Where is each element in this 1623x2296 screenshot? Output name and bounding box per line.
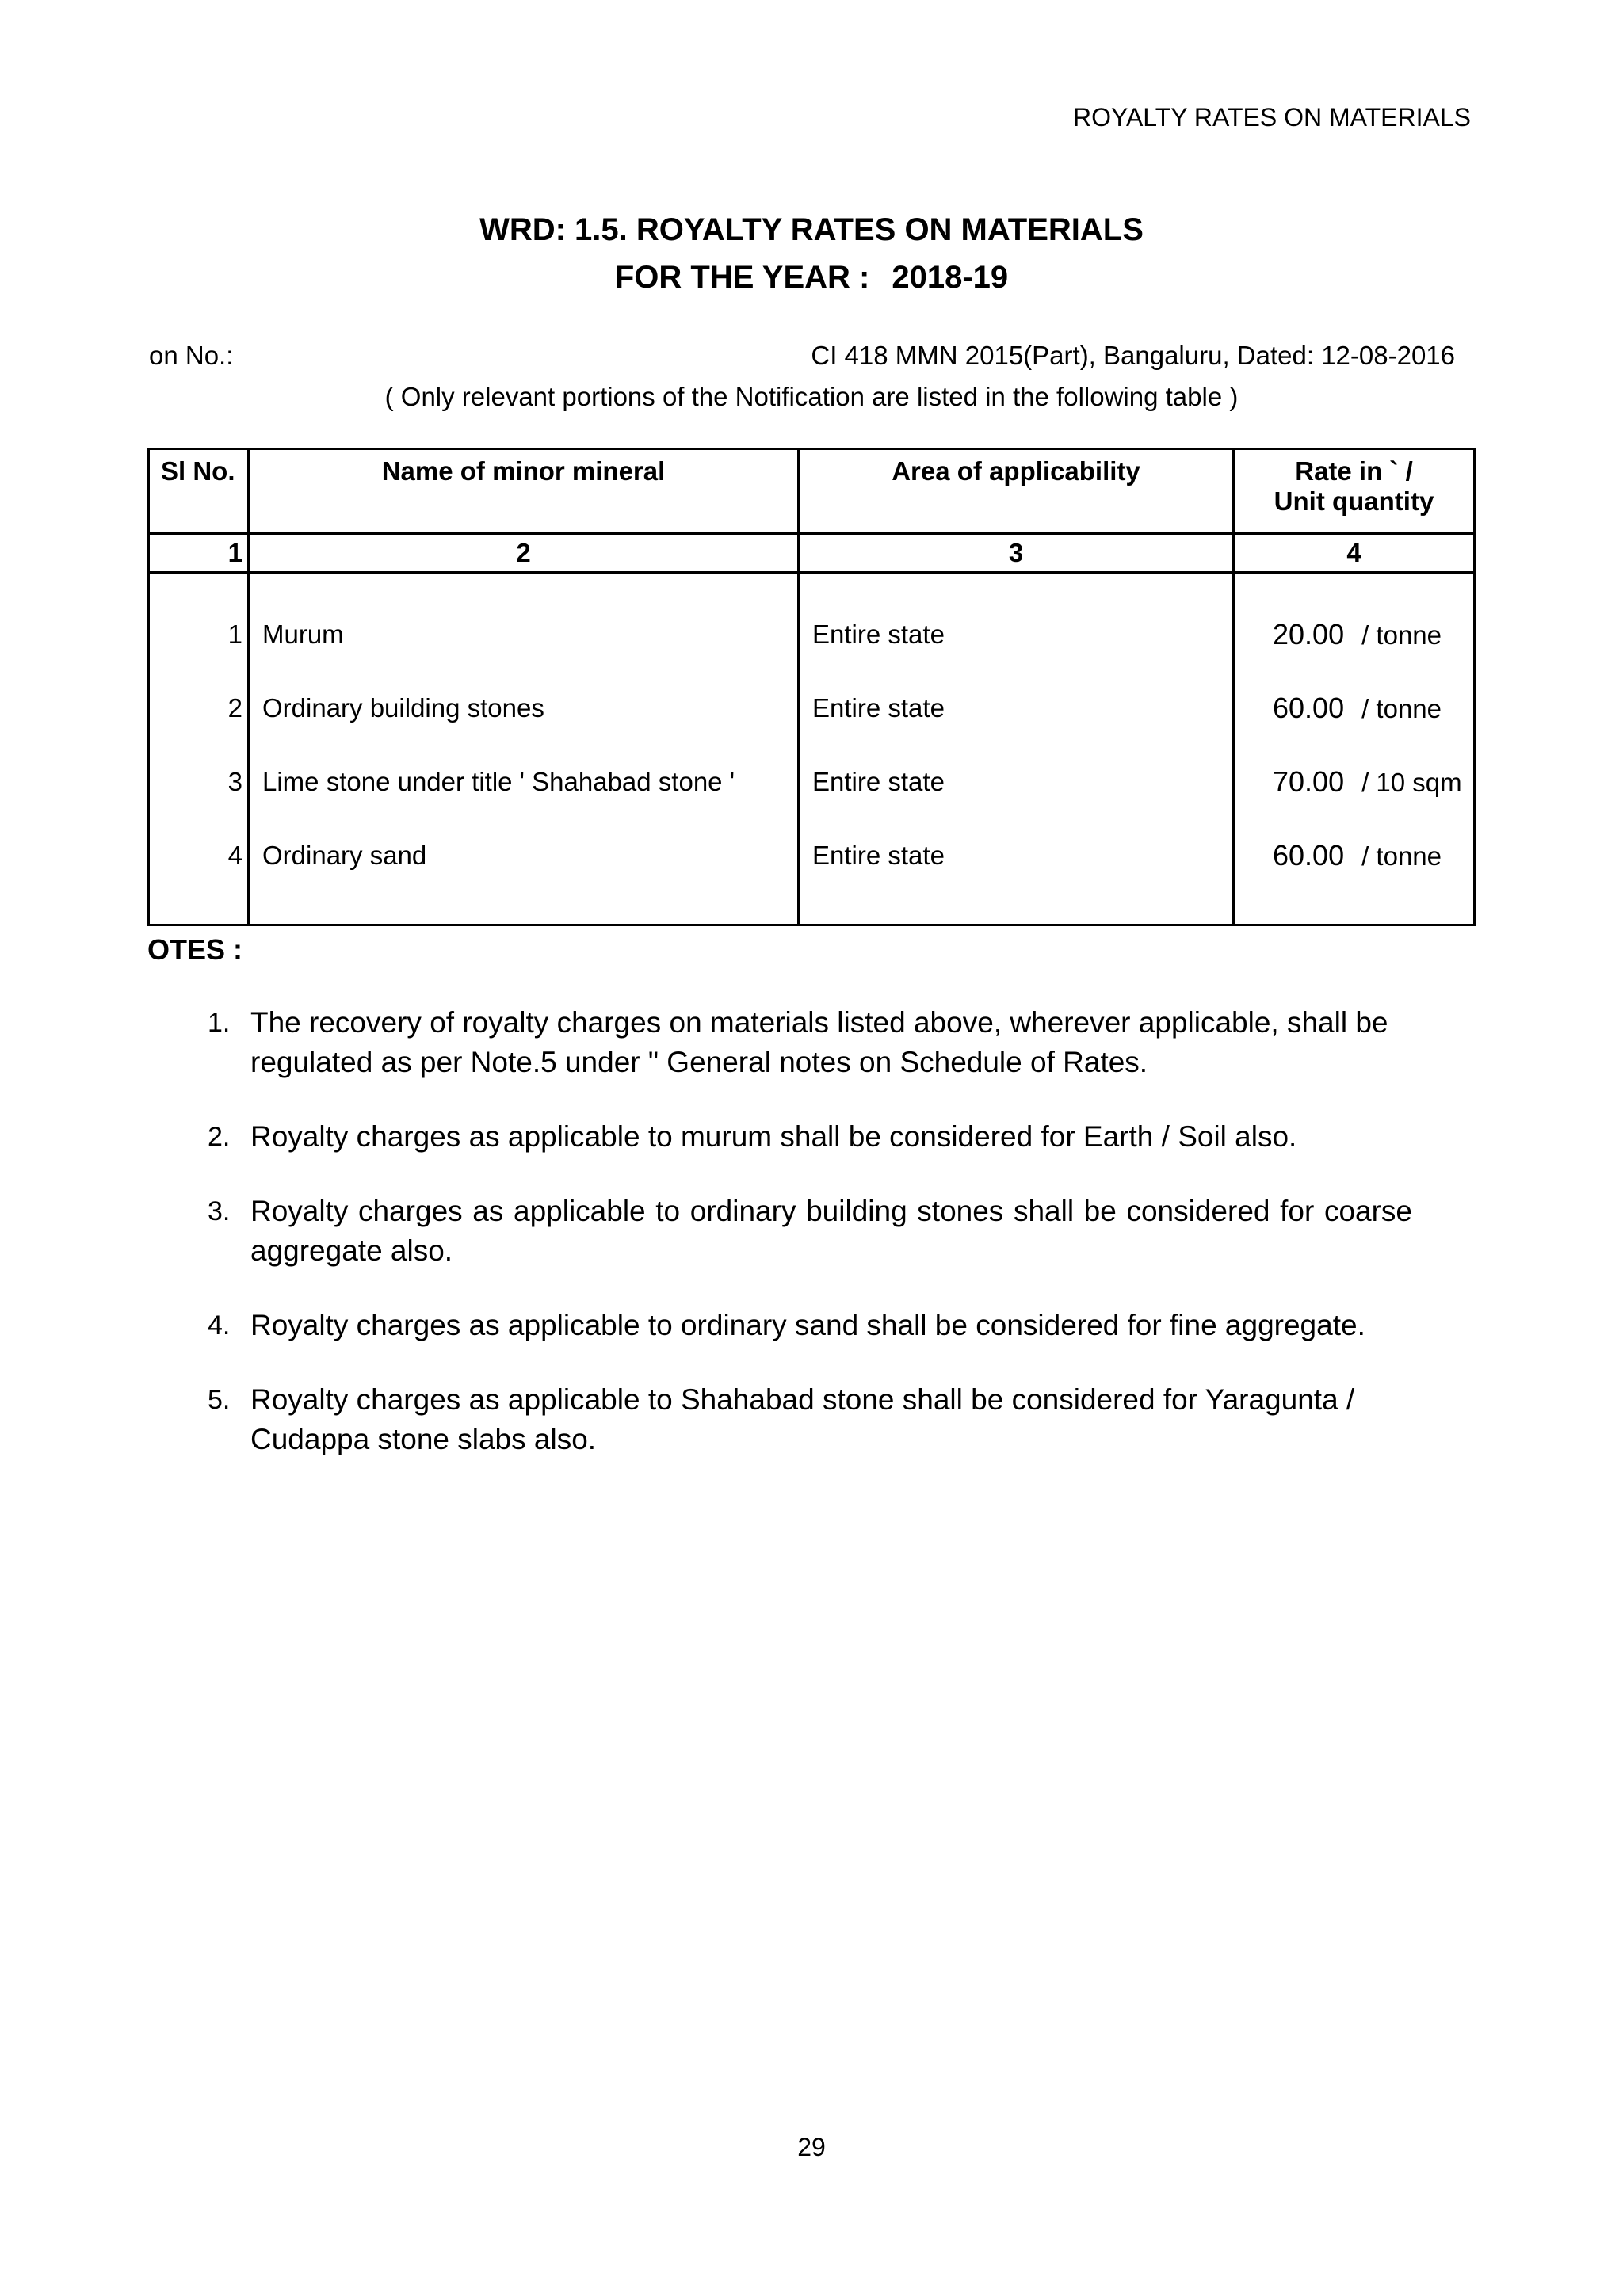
column-number: 2 bbox=[249, 534, 799, 573]
rate-value: 70.00 bbox=[1273, 765, 1345, 798]
page-number: 29 bbox=[797, 2133, 826, 2161]
area-cell: Entire state bbox=[799, 818, 1234, 892]
page-title: WRD: 1.5. ROYALTY RATES ON MATERIALS bbox=[479, 212, 1144, 247]
rate-cell bbox=[1234, 597, 1475, 671]
header-rate-line1: Rate in ` / bbox=[1295, 456, 1413, 486]
table-bottom bbox=[149, 892, 1475, 925]
column-number: 1 bbox=[149, 534, 249, 573]
note-number: 2. bbox=[208, 1122, 231, 1152]
area-cell: Entire state bbox=[799, 745, 1234, 818]
header-mineral-name: Name of minor mineral bbox=[249, 449, 799, 534]
header-rate-line2: Unit quantity bbox=[1274, 486, 1434, 516]
table-row bbox=[149, 745, 1475, 818]
sl-no-cell: 3 bbox=[149, 745, 249, 818]
rate-value: 20.00 bbox=[1273, 617, 1345, 650]
header-area: Area of applicability bbox=[799, 449, 1234, 534]
mineral-name-cell: Ordinary building stones bbox=[249, 671, 799, 745]
column-number: 3 bbox=[799, 534, 1234, 573]
year-label: FOR THE YEAR : bbox=[614, 260, 870, 295]
table-row bbox=[149, 818, 1475, 892]
note-text: Royalty charges as applicable to murum shall be considered for Earth / Soil also. bbox=[250, 1120, 1297, 1153]
table-row bbox=[149, 671, 1475, 745]
note-number: 4. bbox=[208, 1310, 231, 1341]
table-spacer bbox=[149, 573, 1475, 598]
year-line bbox=[0, 260, 1623, 296]
mineral-name-cell: Ordinary sand bbox=[249, 818, 799, 892]
note-text: The recovery of royalty charges on materials listed above, wherever applicable, shall be regulated as per Note.5 under " General notes on Schedule of Rates. bbox=[250, 1006, 1388, 1078]
royalty-rates-table bbox=[147, 448, 1476, 926]
note-item bbox=[208, 1117, 1412, 1157]
note-item bbox=[208, 1003, 1412, 1082]
rate-unit: / tonne bbox=[1361, 620, 1442, 650]
header-rate bbox=[1234, 449, 1475, 534]
note-item bbox=[208, 1306, 1412, 1345]
year-value: 2018-19 bbox=[892, 260, 1009, 295]
rate-unit: / tonne bbox=[1361, 841, 1442, 871]
note-text: Royalty charges as applicable to ordinary sand shall be considered for fine aggregate. bbox=[250, 1309, 1365, 1341]
table-header-row bbox=[149, 449, 1475, 534]
notification-label: on No.: bbox=[149, 341, 234, 370]
rate-unit: / tonne bbox=[1361, 693, 1442, 723]
header-sl-no: Sl No. bbox=[149, 449, 249, 534]
notes-list bbox=[208, 1003, 1412, 1494]
mineral-name-cell: Murum bbox=[249, 597, 799, 671]
note-number: 3. bbox=[208, 1196, 231, 1226]
running-head: ROYALTY RATES ON MATERIALS bbox=[1072, 103, 1471, 132]
rate-value: 60.00 bbox=[1273, 691, 1345, 724]
column-number: 4 bbox=[1234, 534, 1475, 573]
note-number: 5. bbox=[208, 1385, 231, 1415]
note-text: Royalty charges as applicable to Shahabad stone shall be considered for Yaragunta / Cudappa stone slabs also. bbox=[250, 1383, 1355, 1455]
column-number-row bbox=[149, 534, 1475, 573]
rate-value: 60.00 bbox=[1273, 838, 1345, 871]
rate-cell bbox=[1234, 818, 1475, 892]
notes-heading: OTES : bbox=[147, 933, 243, 966]
sl-no-cell: 1 bbox=[149, 597, 249, 671]
table-row bbox=[149, 597, 1475, 671]
notification-subtitle: ( Only relevant portions of the Notification are listed in the following table ) bbox=[384, 382, 1239, 411]
rate-cell bbox=[1234, 671, 1475, 745]
note-number: 1. bbox=[208, 1008, 231, 1038]
rate-unit: / 10 sqm bbox=[1361, 767, 1462, 797]
area-cell: Entire state bbox=[799, 597, 1234, 671]
note-text: Royalty charges as applicable to ordinary building stones shall be considered for coarse aggregate also. bbox=[250, 1195, 1412, 1267]
rate-cell bbox=[1234, 745, 1475, 818]
sl-no-cell: 4 bbox=[149, 818, 249, 892]
area-cell: Entire state bbox=[799, 671, 1234, 745]
sl-no-cell: 2 bbox=[149, 671, 249, 745]
note-item bbox=[208, 1192, 1412, 1271]
mineral-name-cell: Lime stone under title ' Shahabad stone ' bbox=[249, 745, 799, 818]
note-item bbox=[208, 1380, 1412, 1459]
notification-value: CI 418 MMN 2015(Part), Bangaluru, Dated: 12-08-2016 bbox=[811, 341, 1455, 370]
